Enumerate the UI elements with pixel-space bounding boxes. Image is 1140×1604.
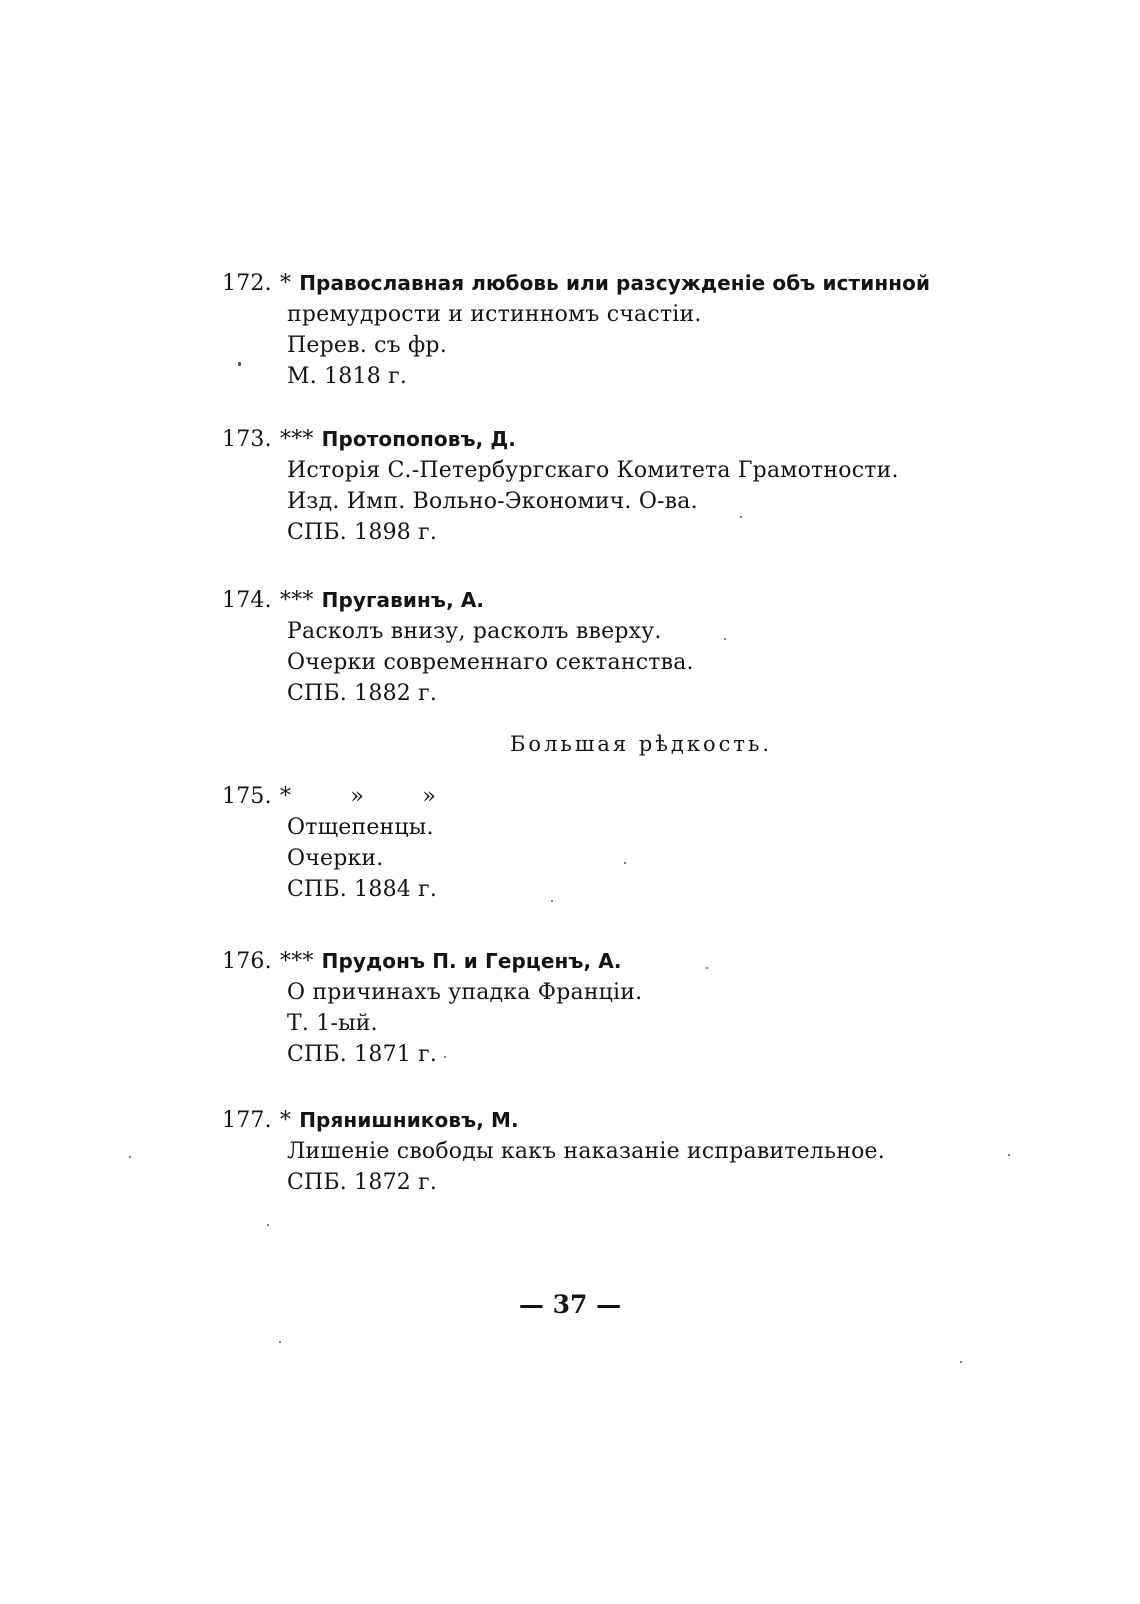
rarity-note: Большая рѣдкость. xyxy=(510,732,773,756)
page-number: — 37 — xyxy=(518,1290,622,1319)
entry-number: 172. xyxy=(222,271,272,296)
scan-speck xyxy=(624,862,626,864)
entry-number: 174. xyxy=(222,588,272,613)
entry-heading-line xyxy=(222,585,882,616)
scan-speck xyxy=(1008,1154,1010,1156)
entry-line: Отщепенцы. xyxy=(287,815,434,840)
entry-mark: * xyxy=(280,1108,292,1133)
entry-heading: Пругавинъ, А. xyxy=(321,588,485,612)
entry-number: 175. xyxy=(222,784,272,809)
scan-speck xyxy=(267,1224,269,1226)
entry-line: премудрости и истинномъ счастіи. xyxy=(287,302,702,327)
entry-line: СПБ. 1872 г. xyxy=(287,1170,438,1195)
entry-number: 176. xyxy=(222,949,272,974)
entry-mark: * xyxy=(280,271,292,296)
scan-speck xyxy=(444,1056,446,1058)
catalog-entry-174 xyxy=(222,585,882,709)
ditto-mark: » xyxy=(422,784,437,809)
entry-mark: * xyxy=(280,784,292,809)
entry-heading-line xyxy=(222,781,882,812)
entry-heading-line xyxy=(222,268,931,299)
entry-line: Т. 1-ый. xyxy=(287,1011,378,1036)
entry-mark: *** xyxy=(280,427,314,452)
entry-heading: Прянишниковъ, М. xyxy=(299,1108,519,1132)
entry-line: Перев. съ фр. xyxy=(287,333,447,358)
entry-mark: *** xyxy=(280,588,314,613)
entry-line: Изд. Имп. Вольно-Экономич. О-ва. xyxy=(287,489,698,514)
entry-line: Очерки современнаго сектанства. xyxy=(287,650,694,675)
entry-line: Лишеніе свободы какъ наказаніе исправительное. xyxy=(287,1139,885,1164)
ditto-mark: » xyxy=(350,784,365,809)
scan-speck xyxy=(740,516,742,518)
entry-line: Расколъ внизу, расколъ вверху. xyxy=(287,619,662,644)
entry-number: 177. xyxy=(222,1108,272,1133)
scan-speck xyxy=(551,900,553,902)
entry-line: Исторія С.-Петербургскаго Комитета Грамотности. xyxy=(287,458,899,483)
scan-speck xyxy=(129,1156,131,1158)
entry-mark: *** xyxy=(280,949,314,974)
entry-line: СПБ. 1871 г. xyxy=(287,1042,438,1067)
scan-speck xyxy=(706,967,708,969)
entry-line: СПБ. 1884 г. xyxy=(287,877,438,902)
entry-line: М. 1818 г. xyxy=(287,364,408,389)
entry-heading: Протопоповъ, Д. xyxy=(321,427,517,451)
scan-speck xyxy=(724,638,726,640)
scan-speck xyxy=(960,1361,962,1363)
catalog-entry-177 xyxy=(222,1105,885,1198)
entry-line: Очерки. xyxy=(287,846,384,871)
catalog-entry-176 xyxy=(222,946,882,1070)
entry-heading: Прудонъ П. и Герценъ, А. xyxy=(321,949,622,973)
catalog-entry-175 xyxy=(222,781,882,905)
entry-heading-line xyxy=(222,946,882,977)
catalog-entry-173 xyxy=(222,424,899,548)
entry-line: О причинахъ упадка Франціи. xyxy=(287,980,643,1005)
catalog-entry-172 xyxy=(222,268,931,392)
scan-speck xyxy=(279,1341,281,1343)
entry-heading: Православная любовь или разсужденіе объ истинной xyxy=(299,271,931,295)
entry-line: СПБ. 1898 г. xyxy=(287,520,438,545)
entry-heading-line xyxy=(222,1105,882,1136)
entry-number: 173. xyxy=(222,427,272,452)
entry-heading-line xyxy=(222,424,882,455)
scan-speck xyxy=(238,362,241,366)
entry-line: СПБ. 1882 г. xyxy=(287,681,438,706)
